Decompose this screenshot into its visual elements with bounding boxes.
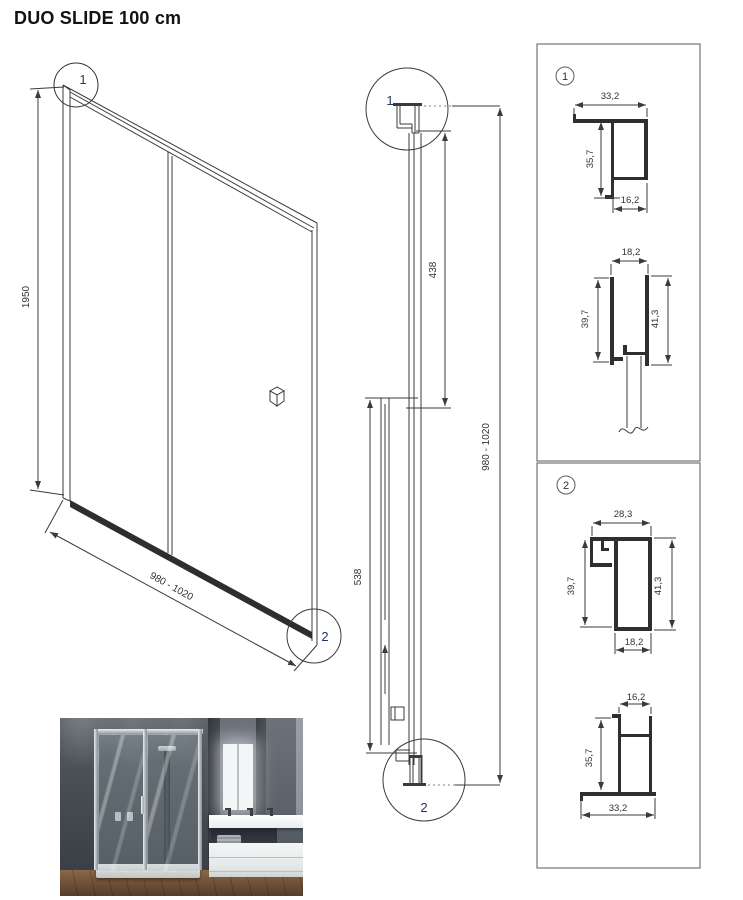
front-dim-height-label: 1950 <box>21 285 32 309</box>
detail-2-dim-35-7: 35,7 <box>584 748 595 768</box>
side-view-sliding-panel <box>381 398 404 745</box>
front-view-bottom-rail <box>70 500 312 639</box>
photo-vanity-drawer-seam <box>209 857 303 858</box>
side-view-knob <box>391 707 404 720</box>
side-view-projection-lines <box>424 106 455 785</box>
side-view-bottom-profile <box>396 750 426 786</box>
detail-1-dim-41-3: 41,3 <box>650 309 661 329</box>
side-view-fixed-panel <box>409 133 421 783</box>
detail-2-dim-28-3: 28,3 <box>613 509 633 520</box>
photo-vanity-cabinet <box>209 843 303 877</box>
side-view-top-profile <box>393 103 422 133</box>
detail-1-dim-18-2: 18,2 <box>621 247 641 258</box>
photo-glass-panel-left <box>98 734 145 872</box>
detail-box-1-border <box>537 44 700 461</box>
side-dim-width-label: 980 - 1020 <box>481 423 492 471</box>
photo-faucet-2 <box>250 808 253 816</box>
detail-box-1-number: 1 <box>561 71 569 83</box>
detail-1-dim-33-2: 33,2 <box>600 91 620 102</box>
side-callout-circle-1 <box>366 68 448 150</box>
photo-glass-panel-right <box>147 734 200 872</box>
photo-window-mullion <box>237 744 239 810</box>
detail-2-dim-33-2: 33,2 <box>608 803 628 814</box>
detail-1-wall-profile <box>593 261 672 433</box>
front-callout-1-number: 1 <box>79 72 87 87</box>
side-callout-2-number: 2 <box>420 800 428 815</box>
detail-box-1 <box>537 44 700 461</box>
photo-door-handle <box>141 796 144 814</box>
detail-1-dim-16-2: 16,2 <box>620 195 640 206</box>
front-view <box>30 63 341 671</box>
detail-2-dim-41-3: 41,3 <box>653 576 664 596</box>
front-view-frame <box>63 85 317 645</box>
product-photo <box>60 718 303 896</box>
front-dim-width-label: 980 - 1020 <box>147 570 195 604</box>
front-height-dimension <box>30 87 64 495</box>
front-callout-2-number: 2 <box>321 629 329 644</box>
detail-box-2-number: 2 <box>562 480 570 492</box>
side-dim-438-label: 438 <box>428 261 439 279</box>
detail-1-dim-35-7: 35,7 <box>585 149 596 169</box>
detail-1-dim-39-7: 39,7 <box>580 309 591 329</box>
side-callout-1-number: 1 <box>386 93 394 108</box>
photo-vanity-countertop <box>209 815 303 828</box>
photo-door-right-stile <box>198 729 202 870</box>
photo-wall-pillar-2 <box>256 718 266 814</box>
photo-wall-highlight <box>296 718 303 818</box>
detail-2-dim-16-2: 16,2 <box>626 692 646 703</box>
photo-faucet <box>228 808 231 816</box>
front-callout-circle-2 <box>287 609 341 663</box>
side-dim-538-label: 538 <box>353 568 364 586</box>
photo-door-top-rail <box>94 729 203 734</box>
photo-vanity-drawer-seam-2 <box>209 871 303 872</box>
photo-window <box>223 744 253 810</box>
photo-door-left-stile <box>94 729 98 870</box>
front-view-knob <box>270 387 284 406</box>
side-dim-538 <box>365 398 418 753</box>
photo-faucet-3 <box>270 808 273 816</box>
page-title: DUO SLIDE 100 cm <box>14 8 182 28</box>
detail-2-dim-18-2: 18,2 <box>624 637 644 648</box>
side-view <box>365 68 500 821</box>
detail-2-dim-39-7: 39,7 <box>566 576 577 596</box>
